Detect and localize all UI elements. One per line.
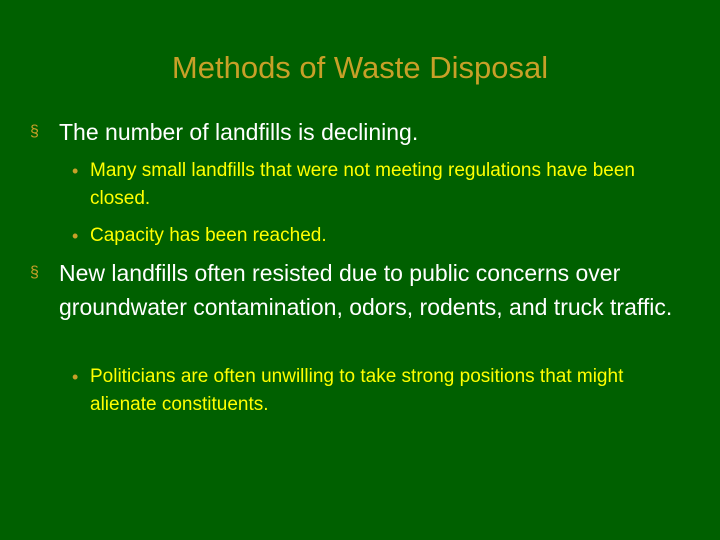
section-bullet-icon: § bbox=[30, 264, 39, 281]
bullet-text: New landfills often resisted due to public concerns over groundwater contamination, odors, rodents, and truck traffic. bbox=[59, 260, 673, 320]
sub-bullet-text: Politicians are often unwilling to take strong positions that might alienate constituents. bbox=[90, 366, 624, 415]
section-bullet-icon: § bbox=[30, 123, 39, 140]
sub-bullet-text: Capacity has been reached. bbox=[90, 225, 327, 246]
dot-bullet-icon: • bbox=[72, 226, 79, 246]
slide-title: Methods of Waste Disposal bbox=[171, 50, 549, 85]
dot-bullet-icon: • bbox=[72, 161, 79, 181]
dot-bullet-icon: • bbox=[72, 367, 79, 387]
bullet-text: The number of landfills is declining. bbox=[59, 119, 419, 145]
sub-bullet-text: Many small landfills that were not meeting regulations have been closed. bbox=[90, 160, 635, 209]
